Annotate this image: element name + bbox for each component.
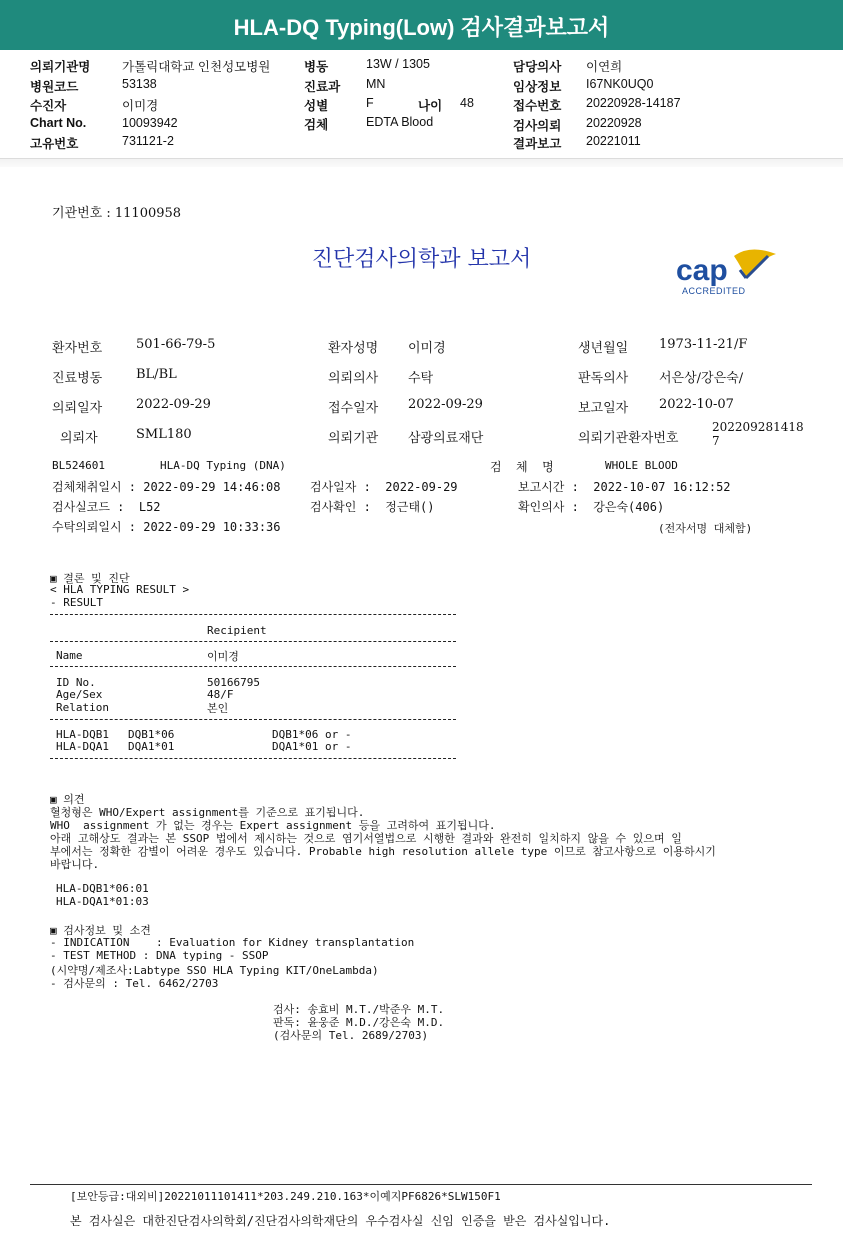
- patient-value: BL/BL: [136, 367, 177, 382]
- opinion-heading: ▣ 의견: [50, 793, 85, 806]
- specimen-value: WHOLE BLOOD: [605, 459, 678, 472]
- patient-value: SML180: [136, 427, 192, 442]
- header-value: 53138: [122, 77, 157, 91]
- header-label: 검사의뢰: [513, 119, 562, 133]
- report-time: 보고시간 : 2022-10-07 16:12:52: [518, 480, 731, 494]
- header-value: I67NK0UQ0: [586, 77, 654, 91]
- patient-label: 의뢰기관환자번호: [578, 431, 679, 446]
- id-value: 50166795: [207, 676, 260, 689]
- patient-value: 202209281418 7: [712, 420, 804, 448]
- header-label: 결과보고: [513, 137, 562, 151]
- patient-label: 보고일자: [578, 401, 629, 416]
- patient-label: 의뢰일자: [52, 401, 103, 416]
- institution-number: 기관번호 : 11100958: [52, 206, 182, 221]
- test-confirm: 검사확인 : 정근태(): [310, 500, 435, 514]
- patient-value: 삼광의료재단: [408, 431, 484, 446]
- patient-value: 이미경: [408, 341, 446, 356]
- signature-line: 검사: 송효비 M.T./박준우 M.T.: [273, 1003, 445, 1016]
- recipient-header: Recipient: [207, 624, 267, 637]
- collect-time: 검체채취일시 : 2022-09-29 14:46:08: [52, 480, 281, 494]
- dqa1-value: DQA1*01: [128, 740, 175, 753]
- divider: [50, 641, 456, 642]
- patient-label: 의뢰자: [60, 431, 98, 446]
- confirm-doctor: 확인의사 : 강은숙(406): [518, 500, 665, 514]
- header-label: 수진자: [30, 99, 67, 113]
- header-value: 이미경: [122, 99, 159, 113]
- dqb1-alt: DQB1*06 or -: [272, 728, 352, 741]
- test-date: 검사일자 : 2022-09-29: [310, 480, 458, 494]
- signature-line: 판독: 윤웅준 M.D./강은숙 M.D.: [273, 1016, 445, 1029]
- patient-value: 서은상/강은숙/: [659, 371, 744, 386]
- header-label: 의뢰기관명: [30, 60, 91, 74]
- patient-value: 2022-10-07: [659, 397, 734, 412]
- header-label: 고유번호: [30, 137, 79, 151]
- divider: [50, 719, 456, 720]
- header-value: F: [366, 96, 374, 110]
- header-value: 20220928: [586, 116, 642, 130]
- patient-label: 생년월일: [578, 341, 629, 356]
- dqb1-value: DQB1*06: [128, 728, 175, 741]
- header-label: 검체: [304, 118, 329, 132]
- result-sub-label: - RESULT: [50, 596, 103, 609]
- test-code: BL524601: [52, 459, 105, 472]
- result-heading: ▣ 결론 및 진단: [50, 572, 130, 585]
- patient-value: 2022-09-29: [408, 397, 483, 412]
- request-time: 수탁의뢰일시 : 2022-09-29 10:33:36: [52, 520, 281, 534]
- header-value: 13W / 1305: [366, 57, 430, 71]
- allele: HLA-DQA1*01:03: [56, 895, 149, 908]
- patient-label: 접수일자: [328, 401, 379, 416]
- header-value: 20221011: [586, 134, 641, 148]
- method-heading: ▣ 검사정보 및 소견: [50, 924, 151, 937]
- agesex-label: Age/Sex: [56, 688, 103, 701]
- patient-value: 501-66-79-5: [136, 337, 216, 352]
- name-value: 이미경: [207, 650, 239, 663]
- security-line: [보안등급:대외비]20221011101411*203.249.210.163*이예지PF6826*SLW150F1: [70, 1190, 501, 1203]
- header-value: 48: [460, 96, 474, 110]
- patient-value: 1973-11-21/F: [659, 337, 748, 352]
- header-separator: [0, 158, 843, 167]
- opinion-line: 아래 고해상도 결과는 본 SSOP 법에서 제시하는 것으로 염기서열법으로 시행한 결과와 완전히 일치하지 않을 수 있으며 일: [50, 832, 682, 845]
- id-label: ID No.: [56, 676, 96, 689]
- header-label: 진료과: [304, 80, 341, 94]
- header-label: 성별: [304, 99, 329, 113]
- patient-label: 판독의사: [578, 371, 629, 386]
- patient-value: 수탁: [408, 371, 434, 386]
- patient-label: 의뢰의사: [328, 371, 379, 386]
- report-title: HLA-DQ Typing(Low) 검사결과보고서: [233, 15, 610, 40]
- header-label: 나이: [418, 99, 443, 113]
- divider: [50, 614, 456, 615]
- method-line: - 검사문의 : Tel. 6462/2703: [50, 977, 219, 990]
- relation-label: Relation: [56, 701, 109, 714]
- method-line: - TEST METHOD : DNA typing - SSOP: [50, 949, 269, 962]
- lab-code: 검사실코드 : L52: [52, 500, 161, 514]
- opinion-line: WHO assignment 가 없는 경우는 Expert assignment 등을 고려하여 표기됩니다.: [50, 819, 496, 832]
- header-value: 731121-2: [122, 134, 174, 148]
- result-sub-title: < HLA TYPING RESULT >: [50, 583, 190, 596]
- cap-sub: ACCREDITED: [682, 286, 746, 296]
- opinion-line: 혈청형은 WHO/Expert assignment를 기준으로 표기됩니다.: [50, 806, 365, 819]
- header-label: 담당의사: [513, 60, 562, 74]
- signature-line: (검사문의 Tel. 2689/2703): [273, 1029, 429, 1042]
- method-line: (시약명/제조사:Labtype SSO HLA Typing KIT/OneLambda): [50, 964, 379, 977]
- divider: [50, 666, 456, 667]
- agesex-value: 48/F: [207, 688, 234, 701]
- relation-value: 본인: [207, 702, 229, 715]
- method-line: - INDICATION : Evaluation for Kidney transplantation: [50, 936, 415, 949]
- divider: [50, 758, 456, 759]
- header-label: Chart No.: [30, 116, 87, 130]
- footer-divider: [30, 1184, 812, 1185]
- header-label: 병원코드: [30, 80, 79, 94]
- allele: HLA-DQB1*06:01: [56, 882, 149, 895]
- header-value: MN: [366, 77, 386, 91]
- name-label: Name: [56, 649, 83, 662]
- header-value: EDTA Blood: [366, 115, 434, 129]
- header-label: 병동: [304, 60, 329, 74]
- dqa1-label: HLA-DQA1: [56, 740, 109, 753]
- report-title-bar: [0, 0, 843, 50]
- header-value: 20220928-14187: [586, 96, 681, 110]
- header-value: 가톨릭대학교 인천성모병원: [122, 60, 271, 74]
- header-label: 임상정보: [513, 80, 562, 94]
- patient-value: 2022-09-29: [136, 397, 211, 412]
- dqb1-label: HLA-DQB1: [56, 728, 109, 741]
- opinion-line: 바랍니다.: [50, 858, 100, 871]
- certification-line: 본 검사실은 대한진단검사의학회/진단검사의학재단의 우수검사실 신임 인증을 받은 검사실입니다.: [70, 1214, 611, 1228]
- patient-label: 환자성명: [328, 341, 379, 356]
- specimen-label: 검 체 명: [490, 460, 554, 474]
- header-value: 이연희: [586, 60, 623, 74]
- document-title: 진단검사의학과 보고서: [311, 247, 532, 272]
- header-value: 10093942: [122, 116, 178, 130]
- esign-note: (전자서명 대체함): [658, 522, 753, 535]
- patient-label: 진료병동: [52, 371, 103, 386]
- cap-word: cap: [676, 254, 728, 287]
- dqa1-alt: DQA1*01 or -: [272, 740, 352, 753]
- opinion-line: 부에서는 정확한 감별이 어려운 경우도 있습니다. Probable high resolution allele type 이므로 참고사항으로 이용하시기: [50, 845, 716, 858]
- cap-accredited-logo: [672, 248, 782, 300]
- header-label: 접수번호: [513, 99, 562, 113]
- patient-label: 의뢰기관: [328, 431, 379, 446]
- patient-label: 환자번호: [52, 341, 103, 356]
- test-name: HLA-DQ Typing (DNA): [160, 459, 286, 472]
